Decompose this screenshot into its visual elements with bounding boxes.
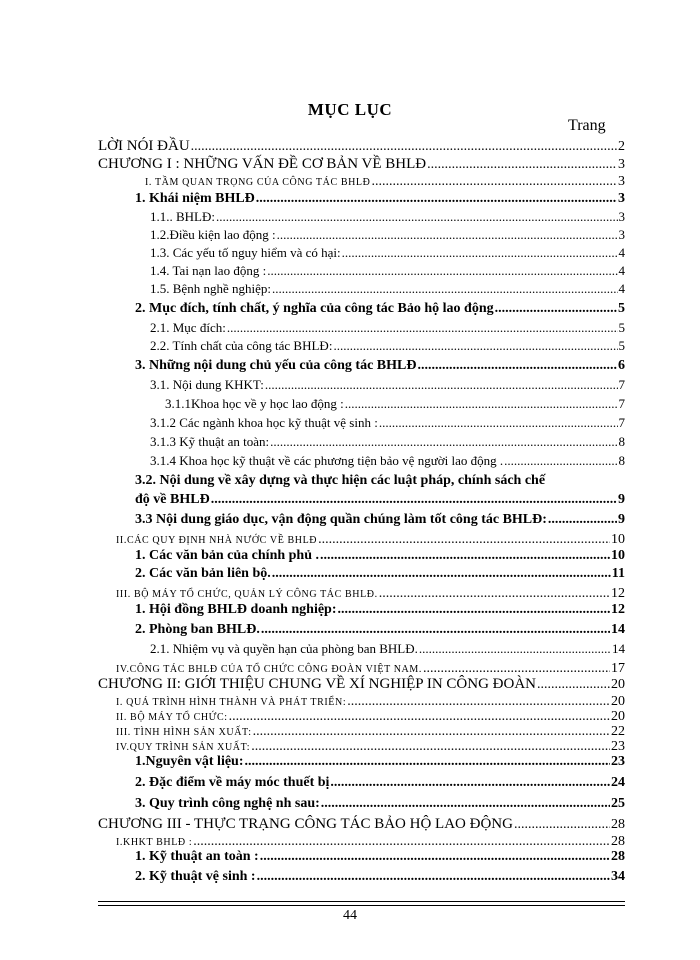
toc-entry — [98, 675, 625, 694]
toc-entry — [150, 244, 625, 262]
toc-entry — [135, 795, 625, 813]
toc-entry-label: 3.1.2 Các ngành khoa học kỹ thuật vệ sinh : — [150, 415, 378, 430]
toc-entry — [150, 319, 625, 337]
toc-entry-page: 3 — [618, 227, 625, 242]
toc-entry-label: I.KHKT BHLĐ : — [116, 837, 193, 848]
toc-entry-page: 20 — [611, 709, 625, 724]
leader-dots — [333, 337, 617, 355]
leader-dots — [191, 138, 617, 156]
toc-entry-page: 8 — [618, 434, 625, 449]
toc-entry-page: 20 — [611, 677, 625, 692]
toc-entry-label: CHƯƠNG III - THỰC TRẠNG CÔNG TÁC BẢO HỘ LAO ĐỘNG — [98, 816, 513, 832]
toc-entry-page: 14 — [611, 622, 625, 637]
toc-entry-page: 25 — [611, 796, 625, 811]
toc-entry-page: 9 — [618, 492, 625, 507]
page-column-header: Trang — [568, 117, 606, 134]
leader-dots — [504, 452, 617, 470]
toc-entry — [150, 208, 625, 226]
toc-entry — [135, 565, 625, 583]
toc-entry-label: IV.QUY TRÌNH SẢN XUẤT: — [116, 742, 251, 753]
footer-rule — [98, 905, 625, 906]
toc-entry-label: 3.1.4 Khoa học kỹ thuật về các phương tiện bảo vệ người lao động . — [150, 453, 504, 468]
leader-dots — [427, 156, 617, 174]
toc-entry — [135, 300, 625, 318]
toc-entry-page: 8 — [618, 453, 625, 468]
toc-entry-label: 3. Những nội dung chủ yếu của công tác BHLĐ — [135, 358, 417, 373]
leader-dots — [514, 816, 610, 834]
toc-entry-page: 17 — [611, 661, 625, 676]
leader-dots — [265, 376, 618, 394]
leader-dots — [379, 414, 618, 432]
toc-entry-label: 1.5. Bệnh nghề nghiệp: — [150, 281, 271, 296]
toc-entry-page: 5 — [618, 338, 625, 353]
toc-entry-page: 6 — [618, 358, 625, 373]
toc-entry — [135, 357, 625, 375]
toc-entry-label: 1. Hội đồng BHLĐ doanh nghiệp: — [135, 602, 337, 617]
toc-entry-page: 4 — [618, 263, 625, 278]
toc-entry-page: 23 — [611, 754, 625, 769]
toc-entry-label: LỜI NÓI ĐẦU — [98, 138, 190, 154]
toc-entry-label: 2.2. Tính chất của công tác BHLĐ: — [150, 338, 333, 353]
toc-entry — [135, 774, 625, 792]
leader-dots — [371, 173, 617, 191]
toc-entry — [98, 155, 625, 174]
toc-entry-label: 3.3 Nội dung giáo dục, vận động quần chúng làm tốt công tác BHLĐ: — [135, 512, 547, 527]
toc-entry-label: 1.3. Các yếu tố nguy hiểm và có hại: — [150, 245, 341, 260]
toc-entry — [150, 226, 625, 244]
toc-entry-label: CHƯƠNG II: GIỚI THIỆU CHUNG VỀ XÍ NGHIỆP IN CÔNG ĐOÀN — [98, 676, 536, 692]
toc-entry-label: CHƯƠNG I : NHỮNG VẤN ĐỀ CƠ BẢN VỀ BHLĐ — [98, 156, 427, 172]
leader-dots — [548, 511, 617, 529]
leader-dots — [272, 565, 611, 583]
leader-dots — [260, 848, 610, 866]
toc-entry-page: 7 — [618, 415, 625, 430]
leader-dots — [342, 244, 618, 262]
toc-entry — [150, 337, 625, 355]
leader-dots — [345, 395, 618, 413]
toc-entry — [98, 137, 625, 156]
toc-entry — [150, 376, 625, 394]
toc-entry-page: 3 — [618, 209, 625, 224]
leader-dots — [338, 601, 610, 619]
toc-entry-page: 34 — [611, 869, 625, 884]
toc-entry-label: 1. Khái niệm BHLĐ — [135, 191, 255, 206]
toc-entry-label: 1.Nguyên vật liệu: — [135, 754, 244, 769]
toc-entry-page: 10 — [611, 548, 625, 563]
toc-entry — [135, 753, 625, 771]
toc-entry-label: III. TÌNH HÌNH SẢN XUẤT: — [116, 727, 252, 738]
toc-entry-label: độ về BHLĐ — [135, 492, 210, 507]
toc-entry-label: 1.4. Tai nạn lao động : — [150, 263, 267, 278]
leader-dots — [537, 676, 610, 694]
toc-entry-page: 4 — [618, 245, 625, 260]
toc-entry-label: 3.1.3 Kỹ thuật an toàn: — [150, 434, 270, 449]
toc-entry-page: 22 — [611, 724, 625, 739]
leader-dots — [211, 491, 617, 509]
toc-entry-page: 7 — [618, 396, 625, 411]
toc-entry — [150, 640, 625, 658]
toc-entry-page: 14 — [612, 641, 625, 656]
toc-entry — [150, 414, 625, 432]
toc-entry-label: 2.1. Mục đích: — [150, 320, 226, 335]
toc-entry-label: 1.2.Điều kiện lao động : — [150, 227, 276, 242]
toc-entry-page: 28 — [611, 817, 625, 832]
toc-entry-label: II. BỘ MÁY TỔ CHỨC: — [116, 712, 228, 723]
leader-dots — [256, 190, 617, 208]
toc-entry-label: I. QUÁ TRÌNH HÌNH THÀNH VÀ PHÁT TRIỂN: — [116, 697, 347, 708]
page-number: 44 — [343, 908, 357, 923]
toc-entry-page: 11 — [611, 566, 625, 581]
toc-entry-page: 3 — [618, 174, 625, 189]
leader-dots — [257, 868, 610, 886]
toc-entry — [135, 868, 625, 886]
toc-entry-page: 12 — [611, 586, 625, 601]
toc-entry-page: 28 — [611, 849, 625, 864]
toc-entry — [135, 601, 625, 619]
toc-entry-label: 2. Kỹ thuật vệ sinh : — [135, 869, 256, 884]
toc-entry-label: II.CÁC QUY ĐỊNH NHÀ NƯỚC VỀ BHLĐ — [116, 535, 318, 546]
leader-dots — [267, 262, 617, 280]
toc-entry-label: 1. Kỹ thuật an toàn : — [135, 849, 259, 864]
page-title: MỤC LỤC — [307, 100, 393, 119]
toc-entry-label: 1. Các văn bản của chính phủ . — [135, 548, 320, 563]
toc-entry-page: 2 — [618, 139, 625, 154]
toc-entry-page: 24 — [611, 775, 625, 790]
leader-dots — [321, 795, 610, 813]
toc-entry — [135, 621, 625, 639]
toc-entry-label: I. TẦM QUAN TRỌNG CỦA CÔNG TÁC BHLĐ — [145, 177, 371, 188]
toc-entry-page: 28 — [611, 834, 625, 849]
toc-entry-line1: 3.2. Nội dung về xây dựng và thực hiện các luật pháp, chính sách chế — [135, 473, 546, 488]
leader-dots — [495, 300, 617, 318]
leader-dots — [272, 280, 618, 298]
toc-entry-label: 2. Các văn bản liên bộ. — [135, 566, 271, 581]
toc-entry-page: 23 — [611, 739, 625, 754]
toc-entry — [135, 848, 625, 866]
toc-entry — [150, 280, 625, 298]
toc-entry-label: IV.CÔNG TÁC BHLĐ CỦA TỔ CHỨC CÔNG ĐOÀN VIỆT NAM. — [116, 664, 422, 675]
leader-dots — [216, 208, 618, 226]
leader-dots — [277, 226, 618, 244]
toc-entry-page: 5 — [618, 320, 625, 335]
toc-entry-page: 9 — [618, 512, 625, 527]
toc-entry-label: 1.1.. BHLĐ: — [150, 209, 215, 224]
leader-dots — [245, 753, 611, 771]
toc-entry — [135, 511, 625, 529]
toc-entry — [98, 815, 625, 834]
leader-dots — [419, 640, 611, 658]
footer-rule — [98, 901, 625, 902]
toc-entry — [150, 452, 625, 470]
toc-entry-page: 5 — [618, 301, 625, 316]
toc-entry-page: 3 — [618, 191, 625, 206]
toc-entry-page: 12 — [611, 602, 625, 617]
toc-entry-label: 2.1. Nhiệm vụ và quyền hạn của phòng ban BHLĐ. — [150, 641, 418, 656]
leader-dots — [227, 319, 618, 337]
toc-entry — [165, 395, 625, 413]
toc-entry-label: 3. Quy trình công nghệ nh sau: — [135, 796, 320, 811]
leader-dots — [320, 547, 610, 565]
toc-entry-page: 4 — [618, 281, 625, 296]
toc-entry-page: 3 — [618, 157, 625, 172]
toc-entry-page: 20 — [611, 694, 625, 709]
toc-entry — [150, 262, 625, 280]
leader-dots — [330, 774, 610, 792]
toc-entry-label: 2. Đặc điểm về máy móc thuết bị — [135, 775, 330, 790]
leader-dots — [261, 621, 610, 639]
toc-entry — [135, 491, 625, 509]
toc-entry-page: 7 — [618, 377, 625, 392]
toc-entry-label: 3.1. Nội dung KHKT: — [150, 377, 264, 392]
toc-entry-label: III. BỘ MÁY TỔ CHỨC, QUẢN LÝ CÔNG TÁC BHLĐ. — [116, 589, 378, 600]
toc-entry — [135, 190, 625, 208]
toc-entry-page: 10 — [611, 532, 625, 547]
toc-entry-label: 2. Phòng ban BHLĐ. — [135, 622, 260, 637]
toc-entry-label: 3.1.1Khoa học về y học lao động : — [165, 396, 344, 411]
leader-dots — [270, 433, 617, 451]
toc-entry — [150, 433, 625, 451]
toc-entry-label: 2. Mục đích, tính chất, ý nghĩa của công tác Bảo hộ lao động — [135, 301, 494, 316]
toc-entry — [135, 547, 625, 565]
leader-dots — [417, 357, 617, 375]
